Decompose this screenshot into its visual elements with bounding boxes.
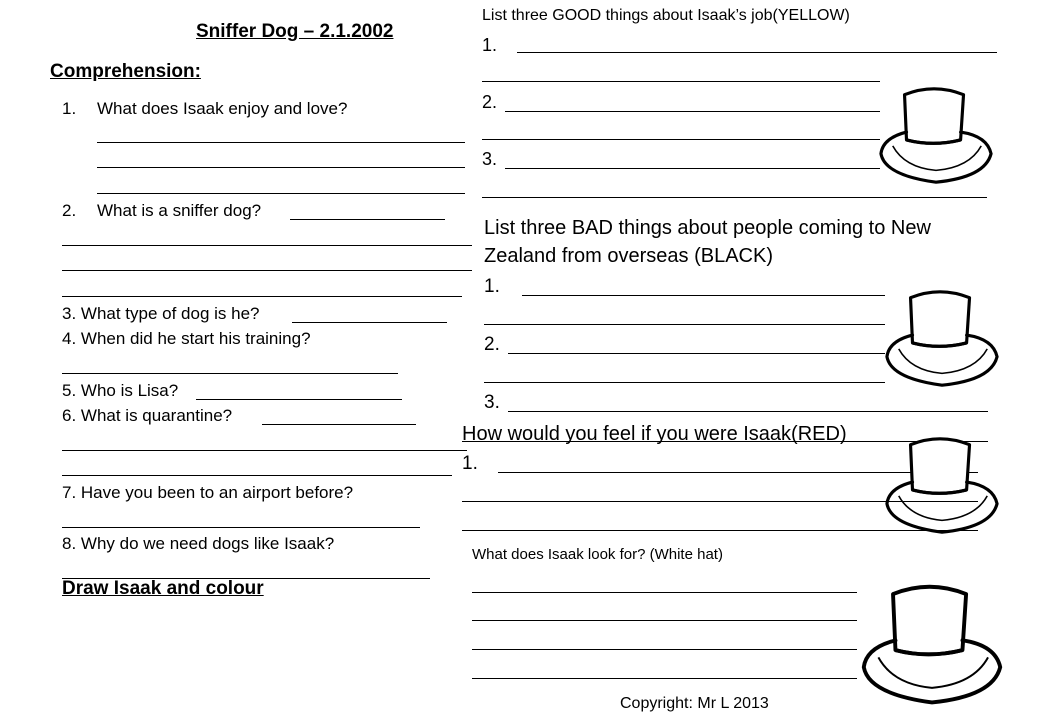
question-2-number: 2. bbox=[62, 201, 77, 220]
answer-line[interactable] bbox=[472, 678, 857, 679]
answer-line[interactable] bbox=[484, 324, 885, 325]
black-item-3-number: 3. bbox=[484, 392, 500, 413]
page-title: Sniffer Dog – 2.1.2002 bbox=[196, 21, 394, 42]
question-4-text: 4. When did he start his training? bbox=[62, 329, 311, 348]
answer-line[interactable] bbox=[505, 168, 880, 169]
answer-line[interactable] bbox=[472, 620, 857, 621]
answer-line[interactable] bbox=[517, 52, 997, 53]
answer-line[interactable] bbox=[508, 411, 988, 412]
black-heading-line-2: Zealand from overseas (BLACK) bbox=[484, 245, 774, 267]
top-hat-icon bbox=[877, 80, 995, 190]
top-hat-icon bbox=[858, 577, 1006, 711]
yellow-item-3-number: 3. bbox=[482, 149, 498, 169]
question-1-number: 1. bbox=[62, 99, 77, 118]
red-heading: How would you feel if you were Isaak(RED) bbox=[462, 423, 847, 445]
question-8-text: 8. Why do we need dogs like Isaak? bbox=[62, 534, 335, 553]
answer-line[interactable] bbox=[62, 450, 467, 451]
answer-line[interactable] bbox=[62, 373, 398, 374]
answer-line[interactable] bbox=[482, 81, 880, 82]
answer-line[interactable] bbox=[482, 139, 880, 140]
answer-line[interactable] bbox=[292, 322, 447, 323]
answer-line[interactable] bbox=[505, 111, 880, 112]
black-heading-line-1: List three BAD things about people coming to New bbox=[484, 217, 931, 239]
answer-line[interactable] bbox=[97, 193, 465, 194]
answer-line[interactable] bbox=[522, 295, 885, 296]
answer-line[interactable] bbox=[262, 424, 416, 425]
black-item-1-number: 1. bbox=[484, 276, 500, 297]
top-hat-icon bbox=[883, 283, 1001, 393]
question-6-text: 6. What is quarantine? bbox=[62, 406, 233, 425]
question-1-text: What does Isaak enjoy and love? bbox=[97, 99, 348, 118]
answer-line[interactable] bbox=[62, 270, 472, 271]
top-hat-icon bbox=[883, 430, 1001, 540]
answer-line[interactable] bbox=[62, 475, 452, 476]
answer-line[interactable] bbox=[62, 527, 420, 528]
black-item-2-number: 2. bbox=[484, 334, 500, 355]
draw-isaak-label: Draw Isaak and colour bbox=[62, 578, 264, 599]
answer-line[interactable] bbox=[290, 219, 445, 220]
question-5-text: 5. Who is Lisa? bbox=[62, 381, 179, 400]
question-7-text: 7. Have you been to an airport before? bbox=[62, 483, 354, 502]
answer-line[interactable] bbox=[62, 296, 462, 297]
yellow-item-2-number: 2. bbox=[482, 92, 498, 112]
answer-line[interactable] bbox=[508, 353, 885, 354]
question-2-text: What is a sniffer dog? bbox=[97, 201, 262, 220]
answer-line[interactable] bbox=[482, 197, 987, 198]
answer-line[interactable] bbox=[62, 245, 472, 246]
question-3-text: 3. What type of dog is he? bbox=[62, 304, 260, 323]
answer-line[interactable] bbox=[472, 649, 857, 650]
white-heading: What does Isaak look for? (White hat) bbox=[472, 546, 723, 563]
answer-line[interactable] bbox=[472, 592, 857, 593]
answer-line[interactable] bbox=[97, 167, 465, 168]
red-item-1-number: 1. bbox=[462, 453, 478, 474]
answer-line[interactable] bbox=[196, 399, 402, 400]
yellow-item-1-number: 1. bbox=[482, 35, 498, 55]
yellow-heading: List three GOOD things about Isaak’s job(YELLOW) bbox=[482, 7, 850, 24]
answer-line[interactable] bbox=[97, 142, 465, 143]
copyright-text: Copyright: Mr L 2013 bbox=[620, 695, 769, 712]
answer-line[interactable] bbox=[484, 382, 885, 383]
comprehension-heading: Comprehension: bbox=[50, 61, 201, 82]
